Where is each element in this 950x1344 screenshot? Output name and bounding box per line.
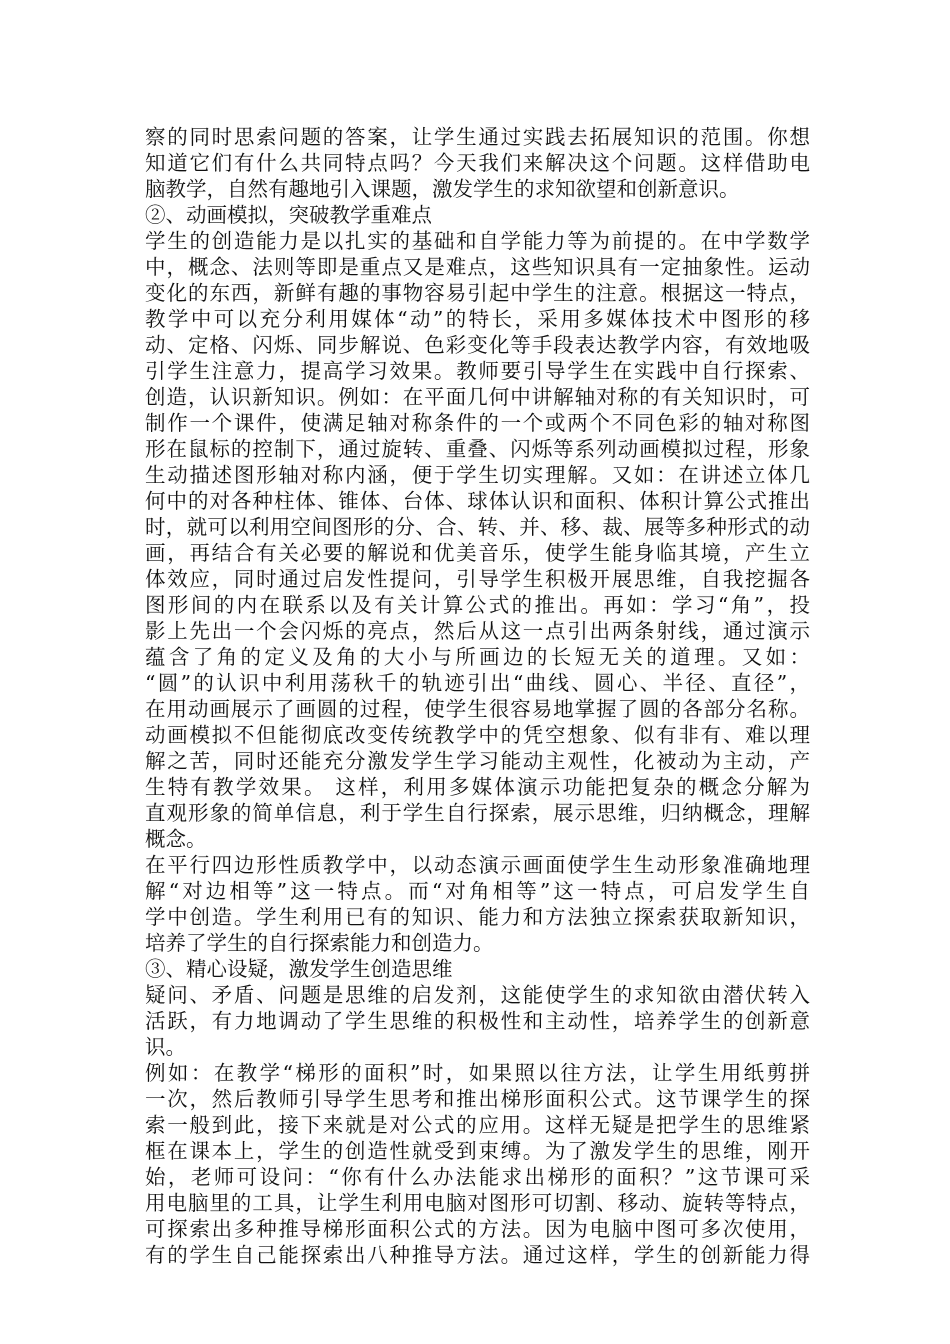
text-line: 解之苦，同时还能充分激发学生学习能动主观性，化被动为主动，产 [145,749,810,773]
text-line: 创造，认识新知识。例如：在平面几何中讲解轴对称的有关知识时，可 [145,385,810,409]
document-body [145,124,810,1268]
text-line: 解“对边相等”这一特点。而“对角相等”这一特点，可启发学生自 [145,879,810,903]
text-line: 影上先出一个会闪烁的亮点，然后从这一点引出两条射线，通过演示 [145,619,810,643]
text-line: 引学生注意力，提高学习效果。教师要引导学生在实践中自行探索、 [145,359,810,383]
text-line: 中，概念、法则等即是重点又是难点，这些知识具有一定抽象性。运动 [145,255,810,279]
text-line: 一次，然后教师引导学生思考和推出梯形面积公式。这节课学生的探 [145,1087,810,1111]
text-line: 教学中可以充分利用媒体“动”的特长，采用多媒体技术中图形的移 [145,307,810,331]
text-line: 体效应，同时通过启发性提问，引导学生积极开展思维，自我挖掘各 [145,567,810,591]
section-heading: ②、动画模拟，突破教学重难点 [145,203,432,227]
text-line: 生动描述图形轴对称内涵，便于学生切实理解。又如：在讲述立体几 [145,463,810,487]
text-line: 学中创造。学生利用已有的知识、能力和方法独立探索获取新知识， [145,905,810,929]
text-line: 有的学生自己能探索出八种推导方法。通过这样，学生的创新能力得 [145,1243,810,1267]
text-line: 察的同时思索问题的答案，让学生通过实践去拓展知识的范围。你想 [145,125,810,149]
text-line: 变化的东西，新鲜有趣的事物容易引起中学生的注意。根据这一特点， [145,281,810,305]
text-line: 蕴含了角的定义及角的大小与所画边的长短无关的道理。又如： [145,645,810,669]
text-line: 疑问、矛盾、问题是思维的启发剂，这能使学生的求知欲由潜伏转入 [145,983,810,1007]
text-line: 框在课本上，学生的创造性就受到束缚。为了激发学生的思维，刚开 [145,1139,810,1163]
text-line: 概念。 [145,827,207,851]
text-line: 在平行四边形性质教学中，以动态演示画面使学生生动形象准确地理 [145,853,810,877]
text-line: 脑教学，自然有趣地引入课题，激发学生的求知欲望和创新意识。 [145,177,740,201]
text-line: 直观形象的简单信息，利于学生自行探索，展示思维，归纳概念，理解 [145,801,810,825]
text-line: 何中的对各种柱体、锥体、台体、球体认识和面积、体积计算公式推出 [145,489,810,513]
text-line: 时，就可以利用空间图形的分、合、转、并、移、裁、展等多种形式的动 [145,515,810,539]
text-line: 制作一个课件，使满足轴对称条件的一个或两个不同色彩的轴对称图 [145,411,810,435]
text-line: 图形间的内在联系以及有关计算公式的推出。再如：学习“角”，投 [145,593,810,617]
text-line: 动、定格、闪烁、同步解说、色彩变化等手段表达教学内容，有效地吸 [145,333,810,357]
text-line: 学生的创造能力是以扎实的基础和自学能力等为前提的。在中学数学 [145,229,810,253]
text-line: 生特有教学效果。 这样，利用多媒体演示功能把复杂的概念分解为 [145,775,810,799]
text-line: 始，老师可设问：“你有什么办法能求出梯形的面积？”这节课可采 [145,1165,810,1189]
text-line: 形在鼠标的控制下，通过旋转、重叠、闪烁等系列动画模拟过程，形象 [145,437,810,461]
text-line: 画，再结合有关必要的解说和优美音乐，使学生能身临其境，产生立 [145,541,810,565]
text-line: 培养了学生的自行探索能力和创造力。 [145,931,494,955]
text-line: 可探索出多种推导梯形面积公式的方法。因为电脑中图可多次使用， [145,1217,810,1241]
text-line: 动画模拟不但能彻底改变传统教学中的凭空想象、似有非有、难以理 [145,723,810,747]
text-line: 用电脑里的工具，让学生利用电脑对图形可切割、移动、旋转等特点， [145,1191,810,1215]
text-line: “圆”的认识中利用荡秋千的轨迹引出“曲线、圆心、半径、直径”， [145,671,810,695]
text-line: 在用动画展示了画圆的过程，使学生很容易地掌握了圆的各部分名称。 [145,697,810,721]
text-line: 识。 [145,1035,186,1059]
text-line: 例如：在教学“梯形的面积”时，如果照以往方法，让学生用纸剪拼 [145,1061,810,1085]
section-heading: ③、精心设疑，激发学生创造思维 [145,957,453,981]
text-line: 索一般到此，接下来就是对公式的应用。这样无疑是把学生的思维紧 [145,1113,810,1137]
text-line: 知道它们有什么共同特点吗？今天我们来解决这个问题。这样借助电 [145,151,810,175]
text-line: 活跃，有力地调动了学生思维的积极性和主动性，培养学生的创新意 [145,1009,810,1033]
